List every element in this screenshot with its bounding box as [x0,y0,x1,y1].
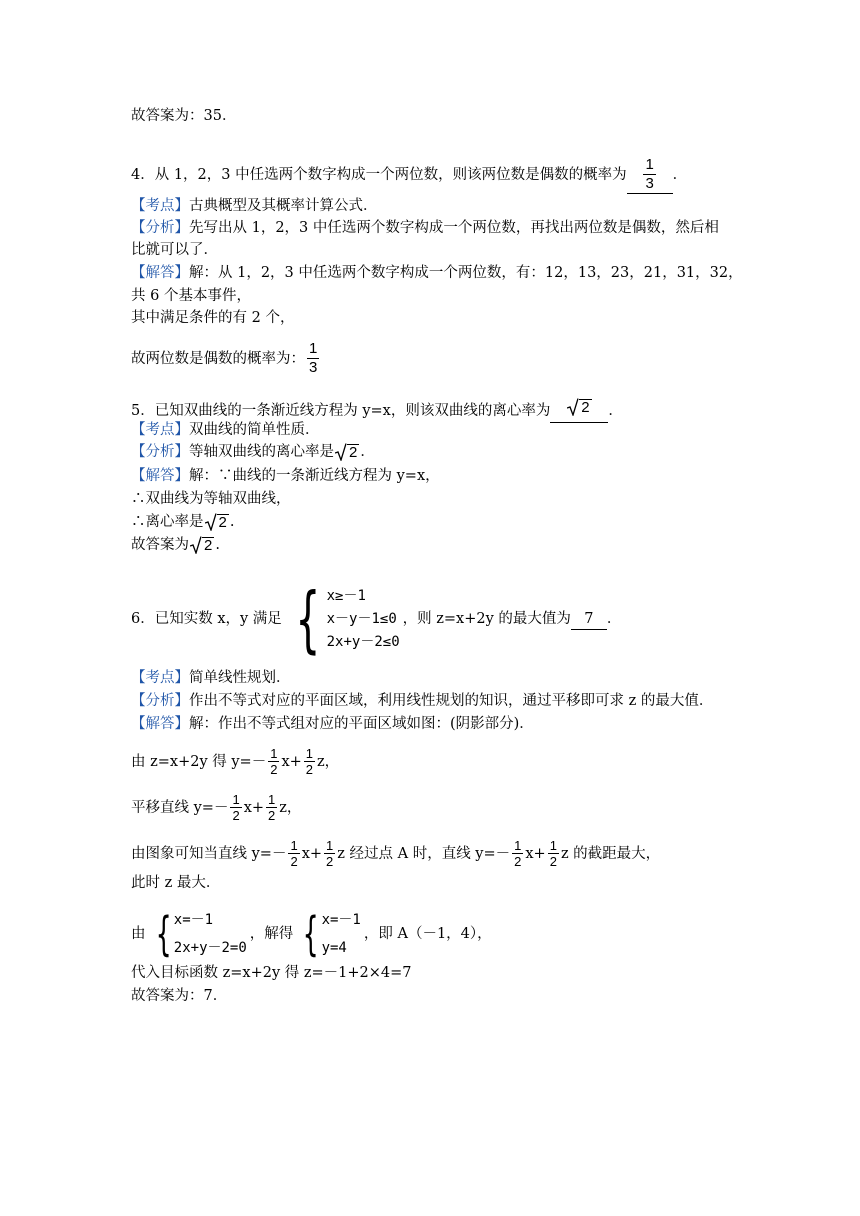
equation-system: { x=－1 2x+y－2=0 [155,907,247,961]
tag-kaodian: 【考点】 [131,198,189,214]
question-4: 4．从 1，2，3 中任选两个数字构成一个两位数，则该两位数是偶数的概率为 $\frac{1}{3}$ ． [131,156,688,192]
fenxi-line: 【分析】 作出不等式对应的平面区域，利用线性规划的知识，通过平移即可求 z 的最大值． [131,693,714,709]
tag-jieda: 【解答】 [131,468,189,484]
text-line: 代入目标函数 z=x+2y 得 z=－1+2×4=7 [131,965,412,981]
fraction: $\frac{1}{3}$ [645,156,654,192]
text-line: 故两位数是偶数的概率为： $\frac{1}{3}$ [131,340,318,376]
answer-blank [627,156,673,194]
tag-jieda: 【解答】 [131,716,189,732]
fraction: $\frac{1}{2}$ [514,838,522,869]
solution-system: { x=－1 y=4 [302,907,361,961]
tag-fenxi: 【分析】 [131,693,189,709]
tag-kaodian: 【考点】 [131,670,189,686]
sqrt: 2 [335,443,359,461]
answer-blank: 7 [571,609,607,630]
question-6-text: 6．已知实数 x，y 满足 [131,611,282,627]
answer-35: 故答案为：35． [131,108,237,124]
sqrt: 2 [205,513,229,531]
text-line: ∴双曲线为等轴双曲线， [131,491,291,507]
fenxi-line: 【分析】 等轴双曲线的离心率是 2 ． [131,444,375,461]
text-line [131,106,236,126]
fraction: $\frac{1}{2}$ [549,838,557,869]
text-line: 由图象可知当直线 y=－ $\frac{1}{2}$ x+ $\frac{1}{2}$ z 经过点 A 时，直线 y=－ $\frac{1}{2}$ x+ $\frac{1}{2}$ z 的截距最大， [131,838,661,869]
text-line: 平移直线 y=－ $\frac{1}{2}$ x+ $\frac{1}{2}$ z， [131,792,302,823]
answer-blank [550,398,608,423]
kaodian-line: 【考点】 简单线性规划． [131,670,291,686]
question-5-text: 5．已知双曲线的一条渐近线方程为 y=x，则该双曲线的离心率为 [131,402,551,419]
text-line: 其中满足条件的有 2 个， [131,310,295,326]
question-6: 6．已知实数 x，y 满足 { x≥－1 x－y－1≤0 2x+y－2≤0 ，则 z=x+2y 的最大值为 7 ． [131,577,622,661]
jieda-line: 【解答】 解：从 1，2，3 中任选两个数字构成一个两位数，有：12，13，23，21，31，32， [131,265,743,281]
text-line: 共 6 个基本事件， [131,288,251,304]
text-line: 由 { x=－1 2x+y－2=0 ，解得 { x=－1 y=4 ，即 A（－1，4）， [131,907,492,961]
tag-fenxi: 【分析】 [131,444,189,460]
jieda-line: 【解答】 解：作出不等式组对应的平面区域如图：(阴影部分)． [131,716,534,732]
sqrt: 2 [190,536,214,554]
question-5: 5．已知双曲线的一条渐近线方程为 y=x，则该双曲线的离心率为 2 ． [131,398,623,423]
tag-fenxi: 【分析】 [131,220,189,236]
fraction: $\frac{1}{2}$ [270,746,278,777]
fraction: $\frac{1}{2}$ [290,838,298,869]
fraction: $\frac{1}{2}$ [232,792,240,823]
fenxi-line: 【分析】 先写出从 1，2，3 中任选两个数字构成一个两位数，再找出两位数是偶数，然后相 [131,220,719,236]
tag-kaodian: 【考点】 [131,422,189,438]
fraction: $\frac{1}{3}$ [309,340,318,376]
text-line: 此时 z 最大． [131,875,221,891]
tag-jieda: 【解答】 [131,265,189,281]
fraction: $\frac{1}{2}$ [305,746,313,777]
text-line: 由 z=x+2y 得 y=－ $\frac{1}{2}$ x+ $\frac{1}{2}$ z， [131,746,340,777]
jieda-line: 【解答】 解：∵曲线的一条渐近线方程为 y=x， [131,468,440,484]
text-line: 比就可以了． [131,242,218,258]
text-line: 故答案为 2 . [131,537,220,554]
text-line: ∴离心率是 2 . [131,514,235,531]
question-4-text: 4．从 1，2，3 中任选两个数字构成一个两位数，则该两位数是偶数的概率为 [131,167,627,183]
text-line: 故答案为：7． [131,988,228,1004]
sqrt: 2 [567,398,591,416]
kaodian-line: 【考点】 古典概型及其概率计算公式． [131,198,378,214]
inequality-system: { x≥－1 x－y－1≤0 2x+y－2≤0 [295,577,400,661]
fraction: $\frac{1}{2}$ [268,792,276,823]
kaodian-line: 【考点】 双曲线的简单性质． [131,422,320,438]
fraction: $\frac{1}{2}$ [326,838,334,869]
